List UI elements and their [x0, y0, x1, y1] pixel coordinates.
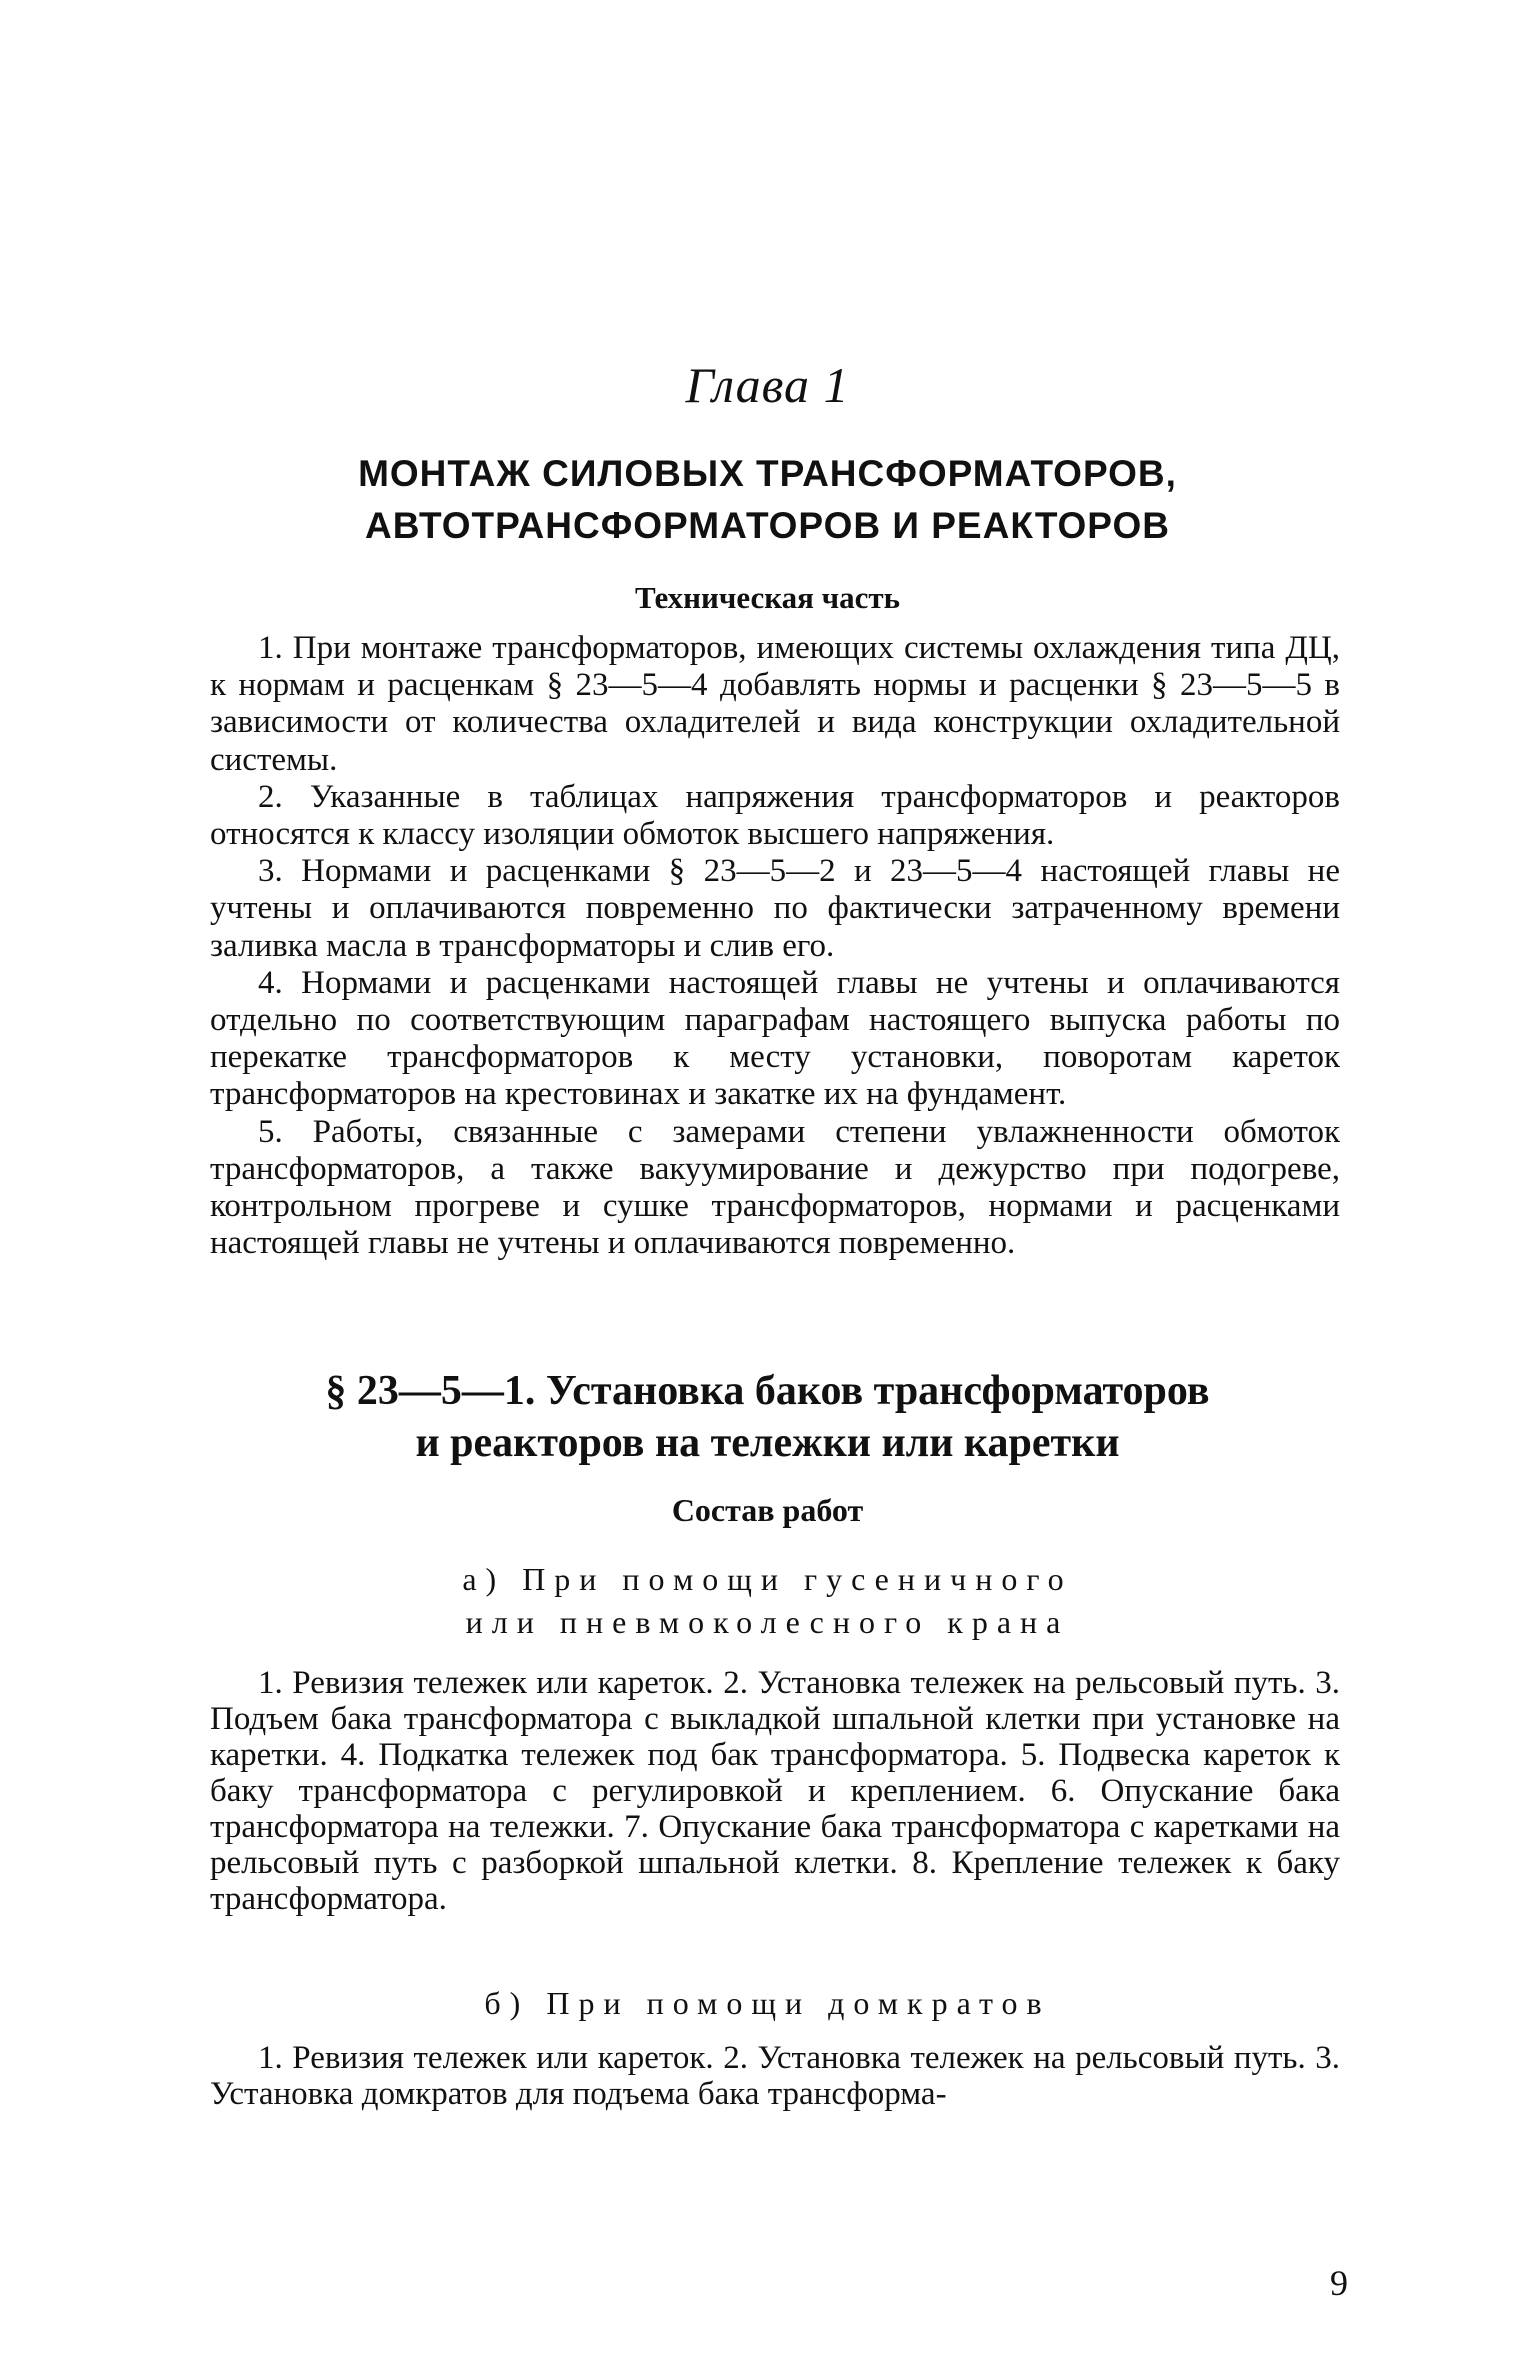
method-a-heading-line-2: или пневмоколесного крана: [465, 1604, 1070, 1640]
technical-paragraph-1: 1. При монтаже трансформаторов, имеющих системы охлаждения типа ДЦ, к нормам и расценкам § 23—5—4 добавлять нормы и расценки § 23—5—5 в зависимости от количества охладителей и вида конструкции охладительной системы.: [210, 630, 1340, 778]
method-a-body: [210, 1665, 1340, 1917]
technical-paragraph-4: 4. Нормами и расценками настоящей главы не учтены и оплачиваются отдельно по соответствующим параграфам настоящего выпуска работы по перекатке трансформаторов к месту установки, поворотам кареток трансформаторов на крестовинах и закатке их на фундамент.: [210, 964, 1340, 1113]
method-a-heading-line-1: а) При помощи гусеничного: [462, 1561, 1073, 1597]
work-composition-heading: Состав работ: [671, 1492, 864, 1528]
technical-paragraph-2: 2. Указанные в таблицах напряжения трансформаторов и реакторов относятся к классу изоляции обмоток высшего напряжения.: [210, 778, 1340, 853]
chapter-title: [0, 448, 1535, 552]
technical-paragraph-3: 3. Нормами и расценками § 23—5—2 и 23—5—4 настоящей главы не учтены и оплачиваются повременно по фактически затраченному времени заливка масла в трансформаторы и слив его.: [210, 853, 1340, 964]
section-title: [0, 1365, 1535, 1469]
method-b-heading: б) При помощи домкратов: [484, 1985, 1051, 2021]
method-b-body: [210, 2040, 1340, 2112]
technical-paragraph-5: 5. Работы, связанные с замерами степени увлажненности обмоток трансформаторов, а также вакуумирование и дежурство при подогреве, контрольном прогреве и сушке трансформаторов, нормами и расценками настоящей главы не учтены и оплачиваются повременно.: [210, 1113, 1340, 1262]
chapter-title-line-2: АВТОТРАНСФОРМАТОРОВ И РЕАКТОРОВ: [365, 505, 1170, 546]
section-title-line-2: и реакторов на тележки или каретки: [415, 1420, 1120, 1466]
chapter-label: Глава 1: [685, 357, 850, 413]
section-title-line-1: § 23—5—1. Установка баков трансформаторов: [325, 1368, 1210, 1414]
technical-part-heading: Техническая часть: [634, 580, 900, 615]
method-a-text: 1. Ревизия тележек или кареток. 2. Установка тележек на рельсовый путь. 3. Подъем бака трансформатора с выкладкой шпальной клетки при установке на каретки. 4. Подкатка тележек под бак трансформатора. 5. Подвеска кареток к баку трансформатора с регулировкой и креплением. 6. Опускание бака трансформатора на тележки. 7. Опускание бака трансформатора с каретками на рельсовый путь с разборкой шпальной клетки. 8. Крепление тележек к баку трансформатора.: [210, 1665, 1340, 1917]
technical-part-body: [210, 630, 1340, 1262]
chapter-title-line-1: МОНТАЖ СИЛОВЫХ ТРАНСФОРМАТОРОВ,: [358, 453, 1177, 494]
method-a-heading: [0, 1558, 1535, 1644]
page-number: 9: [1330, 2263, 1348, 2303]
method-b-text: 1. Ревизия тележек или кареток. 2. Установка тележек на рельсовый путь. 3. Установка домкратов для подъема бака трансформа-: [210, 2040, 1340, 2112]
